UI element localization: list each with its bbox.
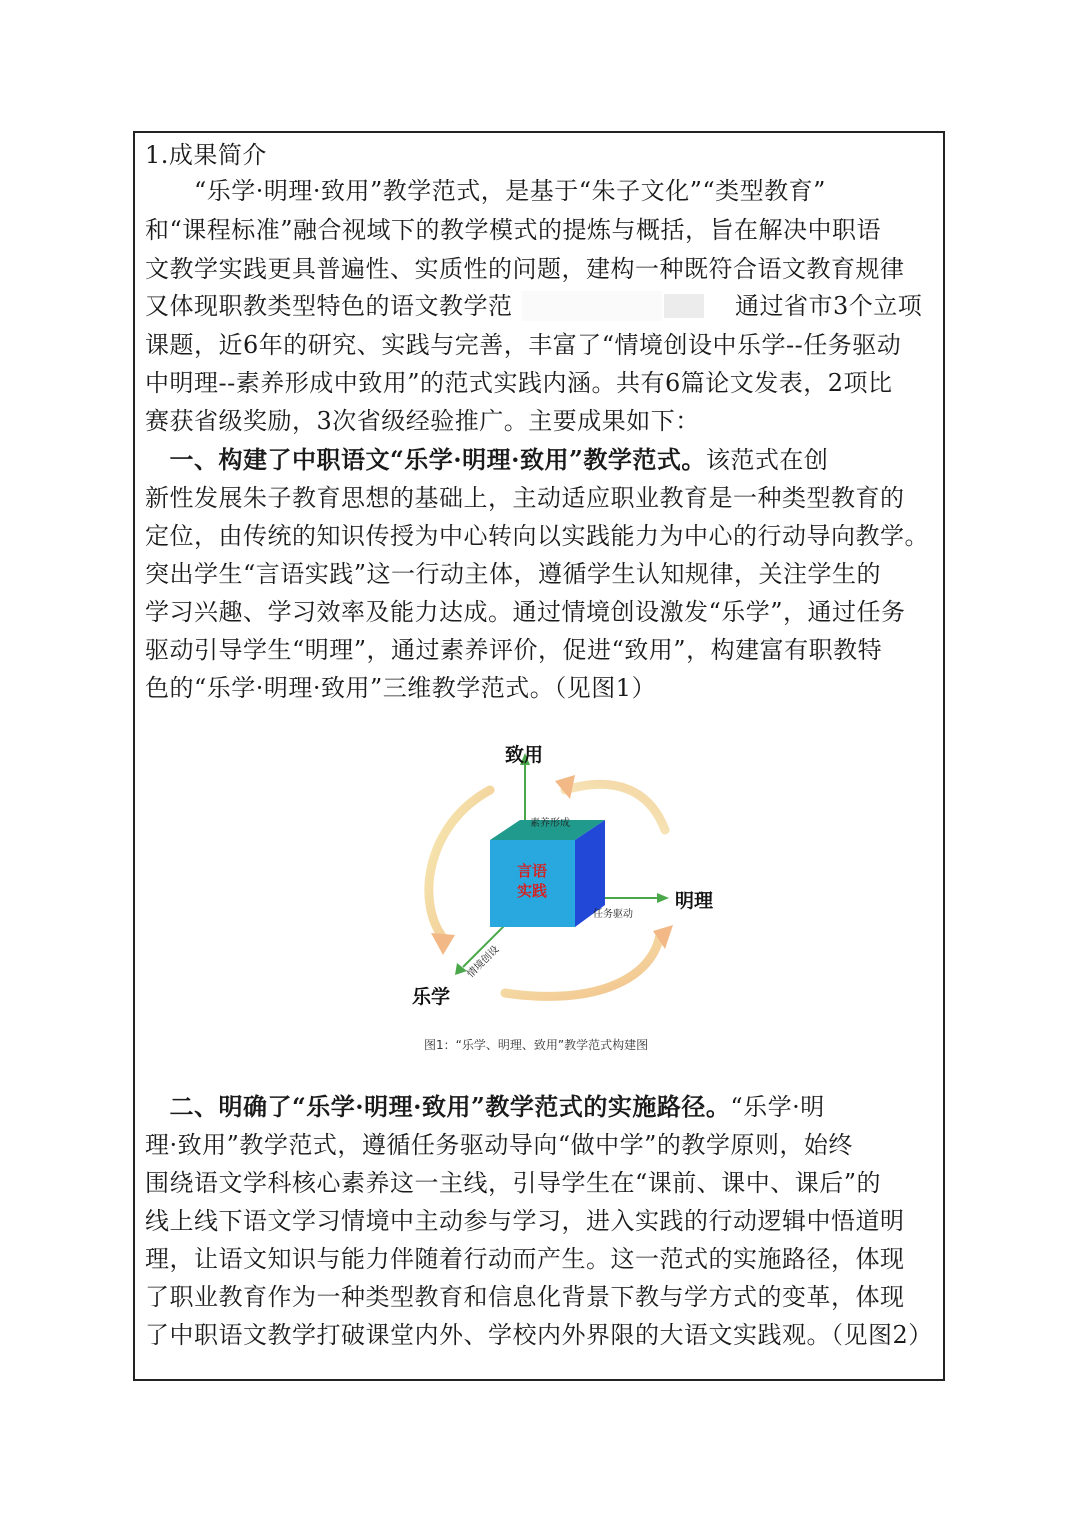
- point2-lead: “乐学·明: [730, 1093, 825, 1121]
- section-title: 1.成果简介: [145, 141, 267, 169]
- point1-line-5: 学习兴趣、学习效率及能力达成。通过情境创设激发“乐学”，通过任务: [145, 598, 906, 626]
- cycle-arrow-left-head: [431, 933, 455, 955]
- point2-line-6: 了职业教育作为一种类型教育和信息化背景下教与学方式的变革，体现: [145, 1283, 905, 1311]
- cube-label-line-1: 言语: [516, 862, 548, 880]
- axis-label-right: 明理: [675, 890, 714, 912]
- figure-1-diagram: [395, 735, 775, 1035]
- point1-line-2: 新性发展朱子教育思想的基础上，主动适应职业教育是一种类型教育的: [145, 484, 905, 512]
- point1-line-3: 定位，由传统的知识传授为中心转向以实践能力为中心的行动导向教学。: [145, 522, 929, 550]
- intro-line-2: 和“课程标准”融合视域下的教学模式的提炼与概括，旨在解决中职语: [145, 216, 882, 244]
- point1-line-7: 色的“乐学·明理·致用”三维教学范式。（见图1）: [145, 674, 657, 702]
- axis-horizontal-head: [657, 893, 669, 903]
- point1-line-6: 驱动引导学生“明理”，通过素养评价，促进“致用”，构建富有职教特: [145, 636, 883, 664]
- intro-line-4: 又体现职教类型特色的语文教学范: [145, 292, 513, 320]
- redacted-block: [664, 294, 704, 318]
- intro-line-6: 中明理--素养形成中致用”的范式实践内涵。共有6篇论文发表，2项比: [145, 369, 893, 397]
- intro-line-1: “乐学·明理·致用”教学范式，是基于“朱子文化”“类型教育”: [145, 177, 826, 205]
- point2-line-5: 理，让语文知识与能力伴随着行动而产生。这一范式的实施路径，体现: [145, 1245, 905, 1273]
- cube-label-line-2: 实践: [516, 882, 548, 900]
- point1-heading: 一、构建了中职语文“乐学·明理·致用”教学范式。: [145, 445, 706, 474]
- point1-first-line: [145, 445, 935, 475]
- axis-sub-right: 任务驱动: [593, 909, 633, 920]
- point2-first-line: [145, 1092, 935, 1122]
- axis-label-left: 乐学: [412, 986, 451, 1008]
- point2-line-3: 围绕语文学科核心素养这一主线，引导学生在“课前、课中、课后”的: [145, 1169, 882, 1197]
- axis-label-top: 致用: [505, 744, 544, 766]
- cycle-arrow-top-head: [555, 775, 575, 799]
- axis-sub-top: 素养形成: [530, 818, 570, 829]
- redacted-area: [522, 291, 662, 321]
- cycle-arrow-left: [429, 790, 490, 940]
- point1-line-4: 突出学生“言语实践”这一行动主体，遵循学生认知规律，关注学生的: [145, 560, 882, 588]
- axis-sub-left: 情境创设: [465, 944, 502, 981]
- cycle-arrow-right: [505, 935, 660, 996]
- intro-line-7: 赛获省级奖励，3次省级经验推广。主要成果如下：: [145, 407, 700, 435]
- point2-line-2: 理·致用”教学范式，遵循任务驱动导向“做中学”的教学原则，始终: [145, 1131, 853, 1159]
- point2-line-7: 了中职语文教学打破课堂内外、学校内外界限的大语文实践观。（见图2）: [145, 1321, 933, 1349]
- point2-line-4: 线上线下语文学习情境中主动参与学习，进入实践的行动逻辑中悟道明: [145, 1207, 905, 1235]
- intro-line-5: 课题，近6年的研究、实践与完善，丰富了“情境创设中乐学--任务驱动: [145, 331, 902, 359]
- point1-lead: 该范式在创: [705, 446, 829, 474]
- figure-caption: 图1：“乐学、明理、致用”教学范式构建图: [424, 1038, 649, 1052]
- point2-heading: 二、明确了“乐学·明理·致用”教学范式的实施路径。: [145, 1092, 731, 1121]
- intro-line-3: 文教学实践更具普遍性、实质性的问题，建构一种既符合语文教育规律: [145, 255, 905, 283]
- intro-line-4-tail: 通过省市3个立项: [735, 292, 923, 320]
